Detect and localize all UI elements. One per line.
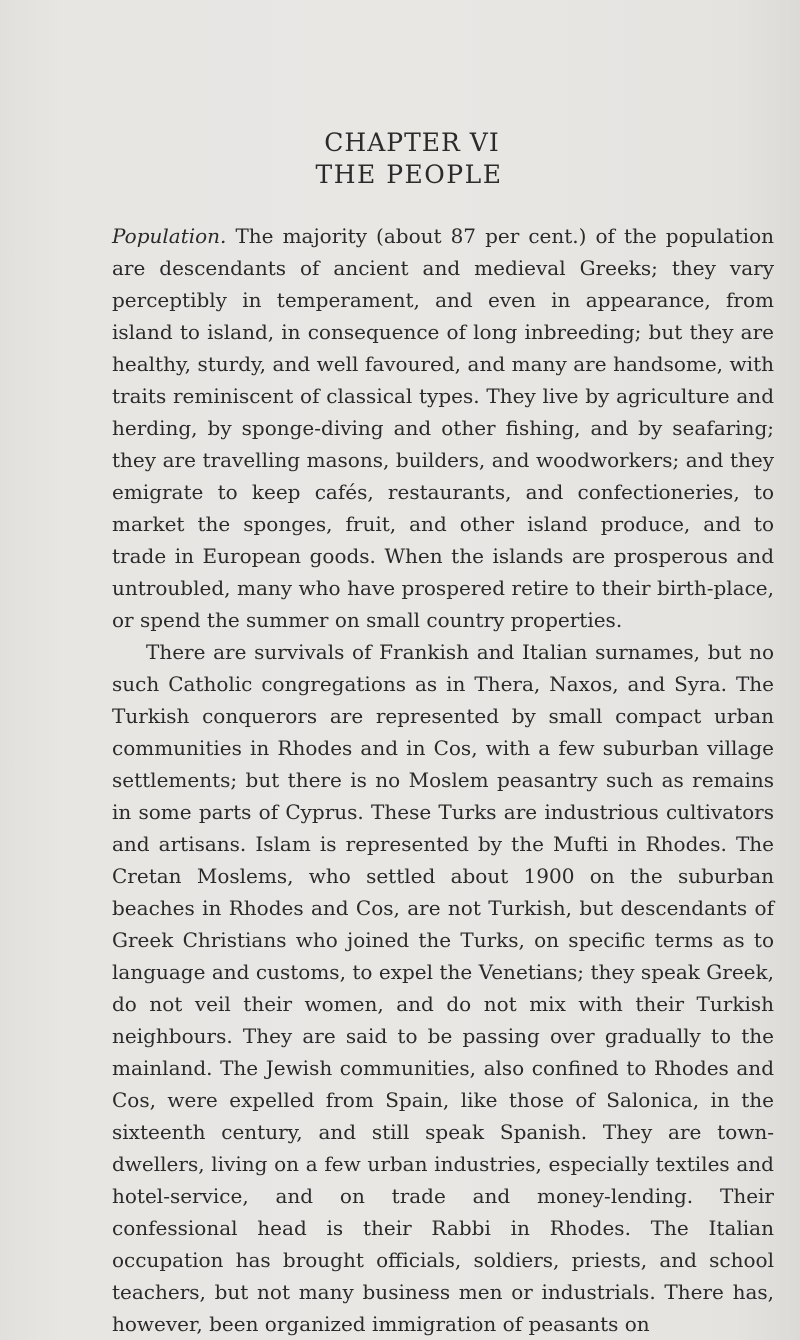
run-in-heading: Population. (112, 224, 227, 248)
paragraph-minorities (112, 636, 774, 1340)
body-text (112, 220, 774, 1340)
chapter-title: THE PEOPLE (315, 160, 503, 189)
paragraph-population (112, 220, 774, 636)
paragraph-text: There are survivals of Frankish and Italian surnames, but no such Catholic congregations as in Thera, Naxos, and Syra. The Turkish conquerors are represented by small compact urban communities in Rhodes and in Cos, with a few suburban village settlements; but there is no Moslem peasantry such as remains in some parts of Cyprus. These Turks are industrious cultivators and artisans. Islam is represented by the Mufti in Rhodes. The Cretan Moslems, who settled about 1900 on the suburban beaches in Rhodes and Cos, are not Turkish, but descendants of Greek Christians who joined the Turks, on specific terms as to language and customs, to expel the Venetians; they speak Greek, do not veil their women, and do not mix with their Turkish neighbours. They are said to be passing over gradually to the mainland. The Jewish communities, also confined to Rhodes and Cos, were expelled from Spain, like those of Salonica, in the sixteenth century, and still speak Spanish. They are town-dwellers, living on a few urban industries, especially textiles and hotel-service, and on trade and money-lending. Their confessional head is their Rabbi in Rhodes. The Italian occupation has brought officials, soldiers, priests, and school teachers, but not many business men or industrials. There has, however, been organized immigration of peasants on (112, 640, 774, 1336)
paragraph-text: The majority (about 87 per cent.) of the population are descendants of ancient and medieval Greeks; they vary perceptibly in temperament, and even in appearance, from island to island, in consequence of long inbreeding; but they are healthy, sturdy, and well favoured, and many are handsome, with traits reminiscent of classical types. They live by agriculture and herding, by sponge-diving and other fishing, and by seafaring; they are travelling masons, builders, and woodworkers; and they emigrate to keep cafés, restaurants, and confectioneries, to market the sponges, fruit, and other island produce, and to trade in European goods. When the islands are prosperous and untroubled, many who have prospered retire to their birth-place, or spend the summer on small country properties. (112, 224, 774, 632)
chapter-label: CHAPTER VI (324, 128, 500, 157)
